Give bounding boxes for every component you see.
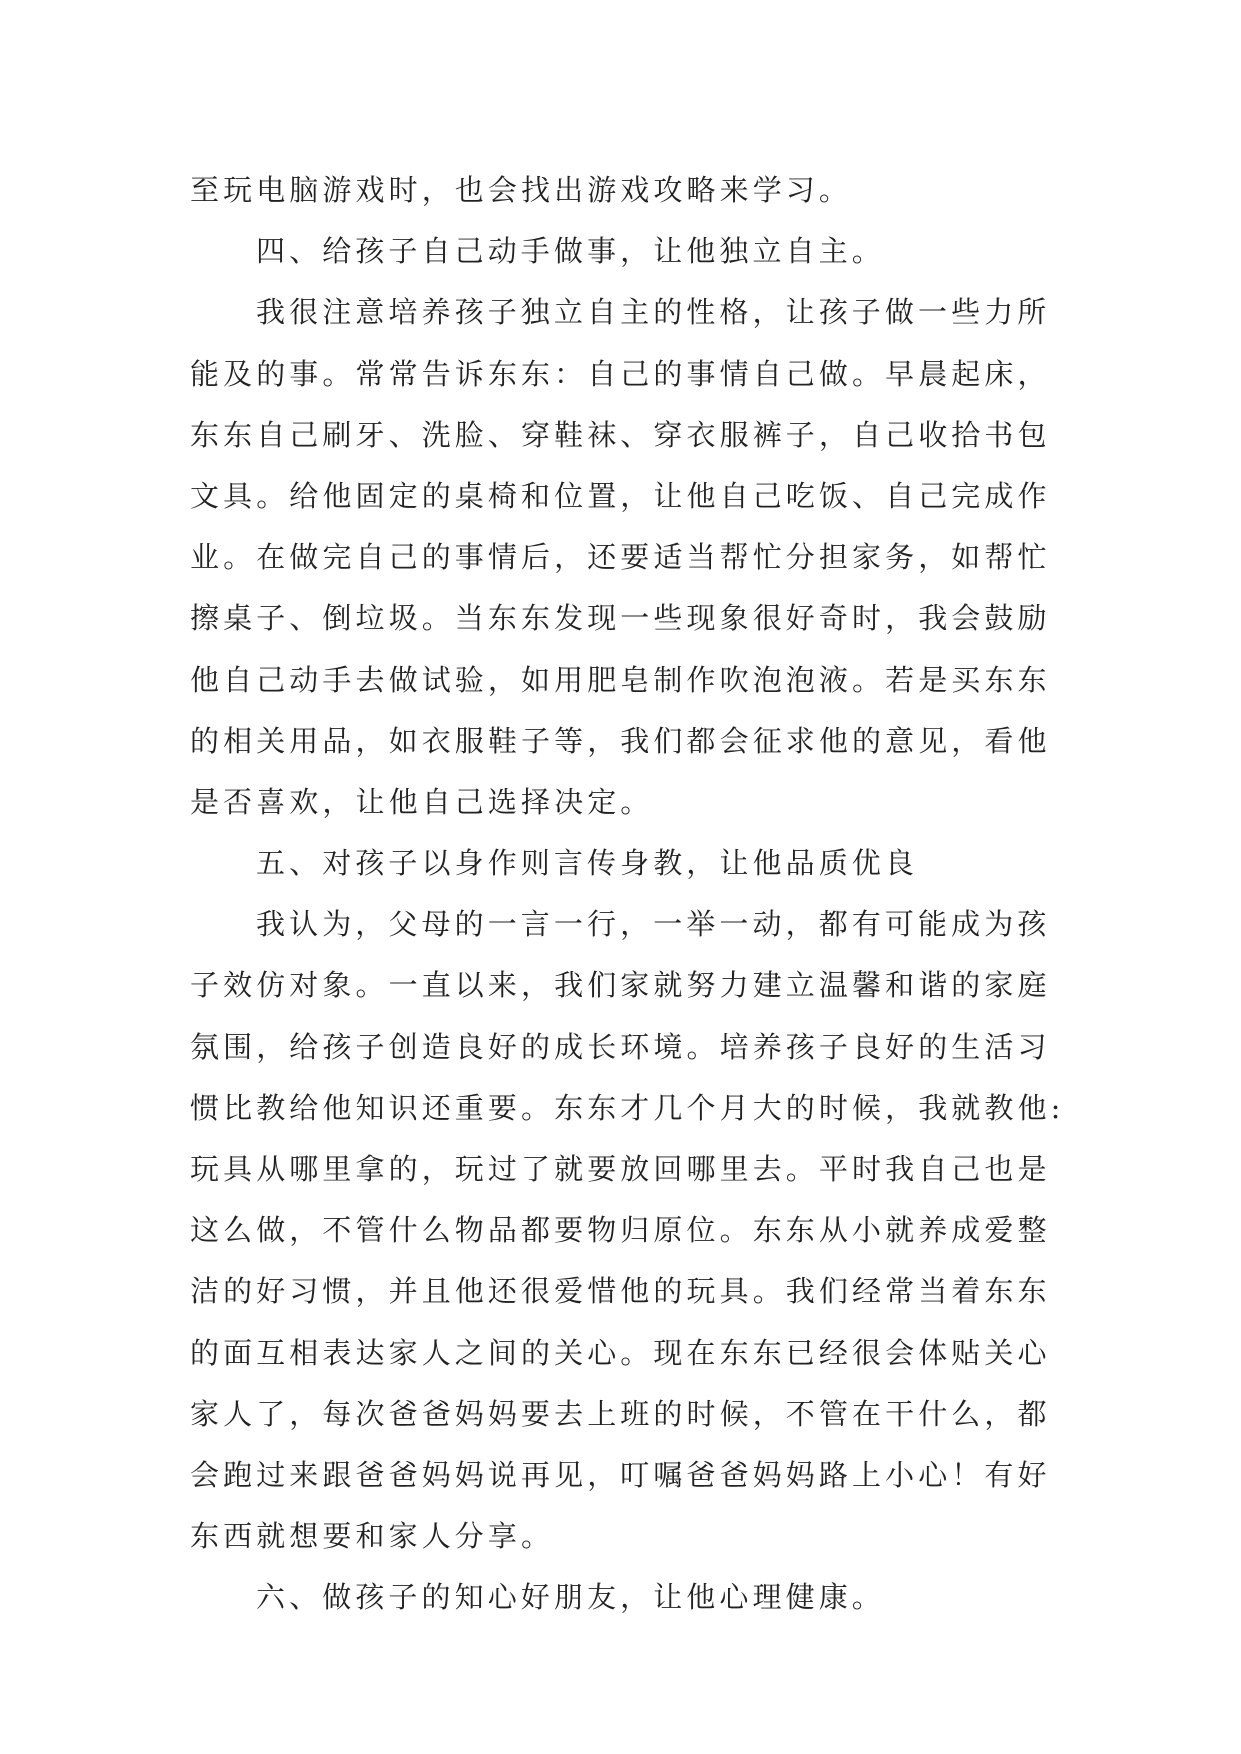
text-line: 他自己动手去做试验，如用肥皂制作吹泡泡液。若是买东东 <box>190 662 1051 697</box>
text-line: 氛围，给孩子创造良好的成长环境。培养孩子良好的生活习 <box>190 1029 1051 1064</box>
heading-line: 六、做孩子的知心好朋友，让他心理健康。 <box>256 1580 885 1615</box>
text-line: 子效仿对象。一直以来，我们家就努力建立温馨和谐的家庭 <box>190 968 1051 1003</box>
section-heading-four <box>190 221 1055 282</box>
text-line: 洁的好习惯，并且他还很爱惜他的玩具。我们经常当着东东 <box>190 1274 1051 1309</box>
text-line: 我认为，父母的一言一行，一举一动，都有可能成为孩 <box>256 907 1051 942</box>
text-line: 这么做，不管什么物品都要物归原位。东东从小就养成爱整 <box>190 1213 1051 1248</box>
section-heading-five <box>190 833 1055 894</box>
text-line: 能及的事。常常告诉东东：自己的事情自己做。早晨起床， <box>190 356 1051 391</box>
paragraph-role-model <box>190 894 1065 1567</box>
text-line: 的面互相表达家人之间的关心。现在东东已经很会体贴关心 <box>190 1335 1051 1370</box>
text-line: 东西就想要和家人分享。 <box>190 1519 555 1554</box>
text-line: 的相关用品，如衣服鞋子等，我们都会征求他的意见，看他 <box>190 723 1051 758</box>
heading-line: 五、对孩子以身作则言传身教，让他品质优良 <box>256 846 919 881</box>
text-line: 家人了，每次爸爸妈妈要去上班的时候，不管在干什么，都 <box>190 1396 1051 1431</box>
text-line: 会跑过来跟爸爸妈妈说再见，叮嘱爸爸妈妈路上小心！有好 <box>190 1457 1051 1492</box>
text-line: 是否喜欢，让他自己选择决定。 <box>190 784 654 819</box>
text-line: 擦桌子、倒垃圾。当东东发现一些现象很好奇时，我会鼓励 <box>190 601 1051 636</box>
text-line: 文具。给他固定的桌椅和位置，让他自己吃饭、自己完成作 <box>190 478 1051 513</box>
document-body <box>190 160 1065 1629</box>
text-line: 至玩电脑游戏时，也会找出游戏攻略来学习。 <box>190 173 853 207</box>
text-line: 我很注意培养孩子独立自主的性格，让孩子做一些力所 <box>256 295 1051 330</box>
paragraph-independence <box>190 282 1055 833</box>
section-heading-six <box>190 1567 1055 1628</box>
text-line: 业。在做完自己的事情后，还要适当帮忙分担家务，如帮忙 <box>190 540 1051 575</box>
heading-line: 四、给孩子自己动手做事，让他独立自主。 <box>256 234 885 269</box>
text-line: 东东自己刷牙、洗脸、穿鞋袜、穿衣服裤子，自己收拾书包 <box>190 417 1051 452</box>
text-line: 惯比教给他知识还重要。东东才几个月大的时候，我就教他: <box>190 1090 1065 1125</box>
paragraph-continuation <box>190 160 1055 221</box>
text-line: 玩具从哪里拿的，玩过了就要放回哪里去。平时我自己也是 <box>190 1152 1051 1186</box>
